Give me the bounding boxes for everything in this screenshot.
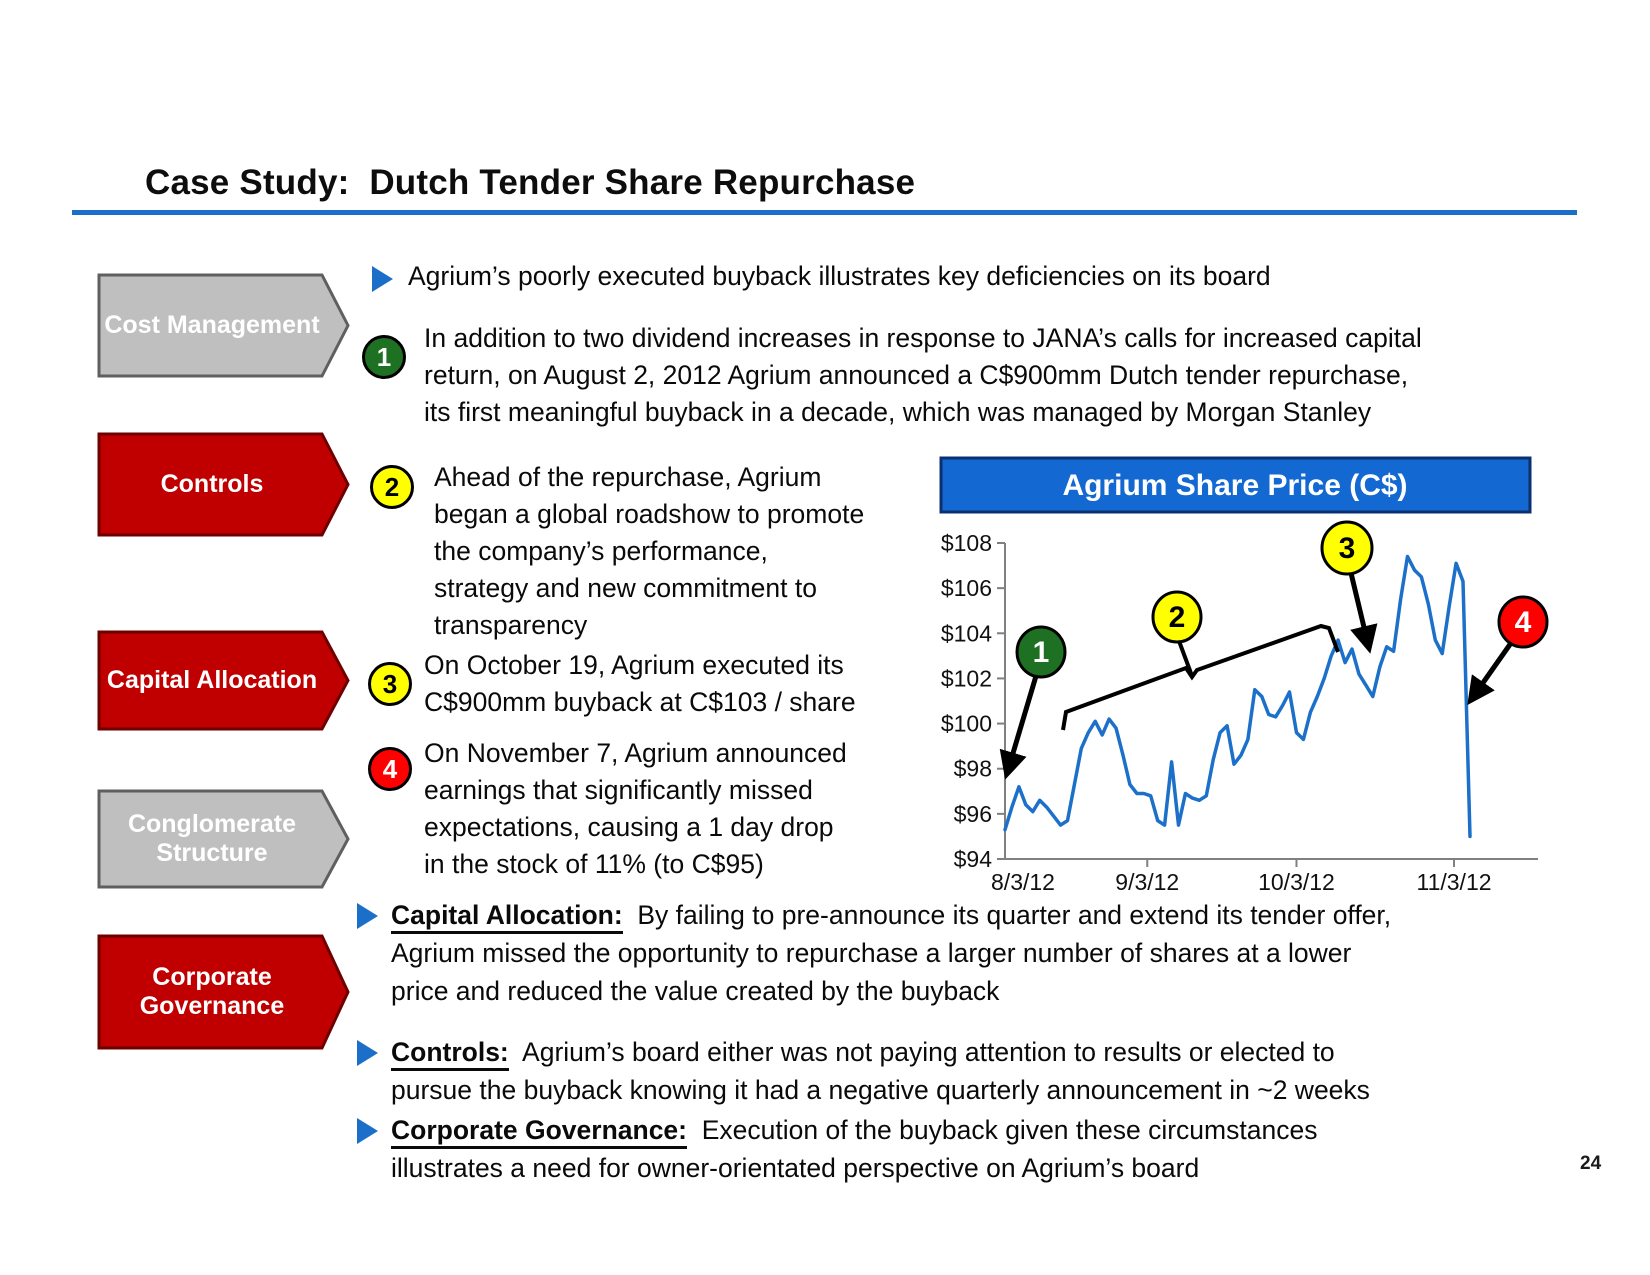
- text-line: pursue the buyback knowing it had a negative quarterly announcement in ~2 weeks: [391, 1075, 1370, 1105]
- bullet-lead-rest: Execution of the buyback given these circumstances: [687, 1115, 1318, 1145]
- bullet-triangle-icon: [357, 903, 378, 929]
- chevron-label: Conglomerate Structure: [127, 809, 297, 867]
- y-axis-tick-label: $96: [953, 800, 992, 827]
- chart-title: Agrium Share Price (C$): [1062, 469, 1408, 502]
- text-line: return, on August 2, 2012 Agrium announced a C$900mm Dutch tender repurchase,: [424, 360, 1409, 390]
- chart-callout-label: 4: [1514, 606, 1532, 639]
- y-axis-tick-label: $98: [953, 755, 992, 782]
- item-text-3: [424, 647, 856, 721]
- y-axis-tick-label: $106: [940, 575, 992, 602]
- item-marker-3: 3: [368, 662, 412, 706]
- x-axis-tick-label: 11/3/12: [1416, 869, 1492, 895]
- text-line: began a global roadshow to promote: [434, 499, 865, 529]
- text-line: illustrates a need for owner-orientated perspective on Agrium’s board: [391, 1153, 1200, 1183]
- text-line: Agrium missed the opportunity to repurchase a larger number of shares at a lower: [391, 938, 1352, 968]
- sidebar-item-cost-management: [97, 273, 350, 378]
- chevron-label: Controls: [160, 469, 264, 498]
- bullet-body: [391, 1071, 1370, 1109]
- share-price-chart: [920, 440, 1560, 900]
- y-axis-tick-label: $102: [940, 665, 992, 692]
- text-line: in the stock of 11% (to C$95): [424, 849, 764, 879]
- item-marker-4: 4: [368, 747, 412, 791]
- y-axis-tick-label: $104: [940, 620, 992, 647]
- sidebar-item-controls: [97, 432, 350, 537]
- y-axis-tick-label: $100: [940, 710, 992, 737]
- chevron-label: Corporate Governance: [139, 962, 285, 1020]
- page-title: Case Study: Dutch Tender Share Repurchase: [145, 163, 916, 202]
- chart-callout-label: 2: [1168, 601, 1186, 634]
- bullet-lead-label: Corporate Governance:: [391, 1115, 687, 1149]
- chevron-label: Cost Management: [104, 310, 320, 339]
- callout-1-arrow: [1008, 676, 1036, 770]
- bullet-lead-label: Controls:: [391, 1037, 509, 1071]
- text-line: Ahead of the repurchase, Agrium: [434, 462, 822, 492]
- bullet-lead-rest: By failing to pre-announce its quarter and extend its tender offer,: [622, 900, 1392, 930]
- chart-callout-label: 3: [1338, 532, 1356, 565]
- bullet-lead-label: Capital Allocation:: [391, 900, 623, 934]
- roadshow-bracket: [1063, 626, 1338, 730]
- bottom-bullet-capital-allocation: [391, 896, 1391, 1010]
- bullet-body: [391, 1149, 1317, 1187]
- chart-axes: [1005, 543, 1538, 859]
- item-text-4: [424, 735, 847, 883]
- text-line: expectations, causing a 1 day drop: [424, 812, 834, 842]
- callout-3-arrow: [1351, 573, 1368, 644]
- bullet-lead-rest: Agrium’s board either was not paying attention to results or elected to: [508, 1037, 1335, 1067]
- item-text-1: [424, 320, 1422, 431]
- text-line: On November 7, Agrium announced: [424, 738, 847, 768]
- x-axis-tick-label: 8/3/12: [991, 869, 1055, 895]
- y-axis-tick-label: $108: [940, 530, 992, 556]
- bottom-bullet-corporate-governance: [391, 1111, 1317, 1187]
- text-line: price and reduced the value created by the buyback: [391, 976, 1000, 1006]
- x-axis-tick-label: 9/3/12: [1115, 869, 1180, 895]
- sidebar-item-corporate-governance: [97, 934, 350, 1050]
- title-underline-rule: [72, 210, 1577, 215]
- y-axis-tick-label: $94: [953, 846, 992, 872]
- text-line: strategy and new commitment to: [434, 573, 817, 603]
- bullet-triangle-icon: [357, 1118, 378, 1144]
- text-line: transparency: [434, 610, 588, 640]
- x-axis-tick-label: 10/3/12: [1258, 869, 1335, 895]
- top-bullet-text: Agrium’s poorly executed buyback illustrates key deficiencies on its board: [408, 261, 1271, 291]
- text-line: its first meaningful buyback in a decade, which was managed by Morgan Stanley: [424, 397, 1372, 427]
- item-marker-2: 2: [370, 465, 414, 509]
- item-marker-1: 1: [362, 335, 406, 379]
- text-line: earnings that significantly missed: [424, 775, 813, 805]
- callout-4-arrow: [1473, 643, 1511, 697]
- chart-callout-label: 1: [1032, 636, 1050, 669]
- text-line: the company’s performance,: [434, 536, 768, 566]
- bullet-triangle-icon: [357, 1040, 378, 1066]
- sidebar-item-capital-allocation: [97, 630, 350, 731]
- bullet-triangle-icon: [372, 266, 393, 292]
- bottom-bullet-controls: [391, 1033, 1370, 1109]
- item-text-2: [434, 459, 864, 644]
- price-line: [1005, 557, 1470, 837]
- text-line: C$900mm buyback at C$103 / share: [424, 687, 856, 717]
- chevron-label: Capital Allocation: [106, 665, 318, 694]
- text-line: In addition to two dividend increases in response to JANA’s calls for increased capital: [424, 323, 1422, 353]
- text-line: On October 19, Agrium executed its: [424, 650, 844, 680]
- bullet-body: [391, 934, 1391, 1010]
- sidebar-item-conglomerate-structure: [97, 789, 350, 889]
- page-number: 24: [1580, 1153, 1602, 1174]
